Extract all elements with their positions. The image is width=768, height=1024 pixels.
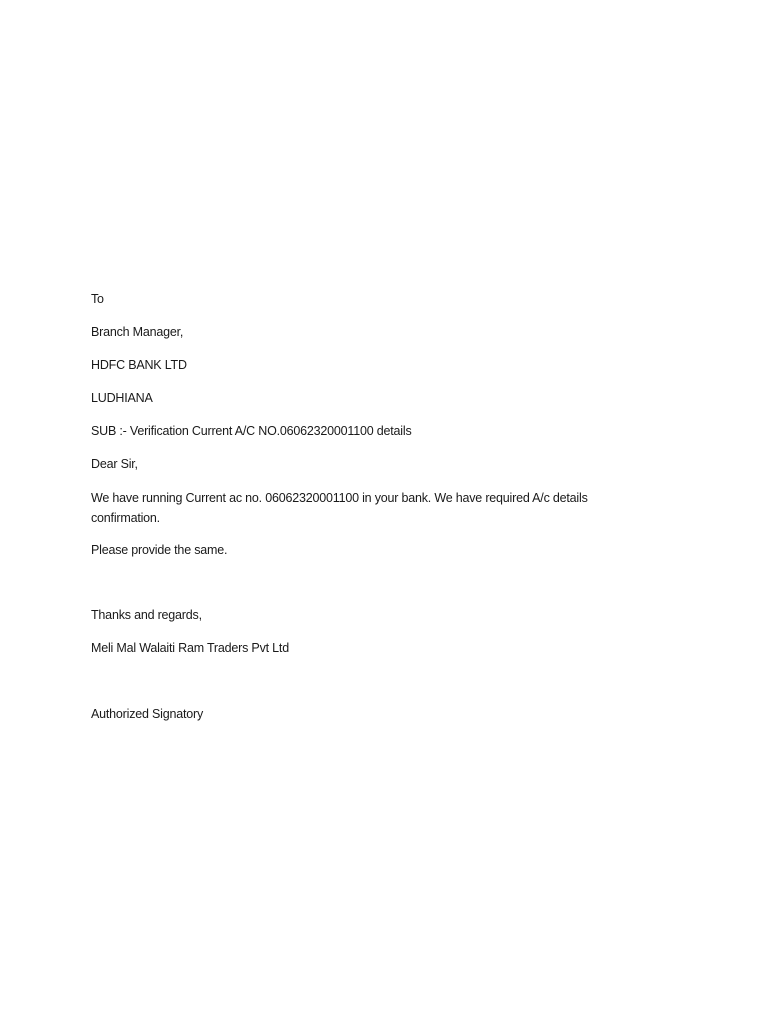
subject-line: SUB :- Verification Current A/C NO.06062320001100 details [91, 424, 412, 438]
request-line: Please provide the same. [91, 543, 228, 557]
salutation: Dear Sir, [91, 457, 138, 471]
city: LUDHIANA [91, 391, 153, 405]
bank-name: HDFC BANK LTD [91, 358, 187, 372]
signatory-line: Authorized Signatory [91, 707, 204, 721]
closing-line: Thanks and regards, [91, 608, 202, 622]
recipient-title: Branch Manager, [91, 325, 184, 339]
company-name: Meli Mal Walaiti Ram Traders Pvt Ltd [91, 641, 289, 655]
addressee-to: To [91, 292, 104, 306]
body-paragraph: We have running Current ac no. 06062320001100 in your bank. We have required A/c details confirmation. [91, 491, 588, 525]
